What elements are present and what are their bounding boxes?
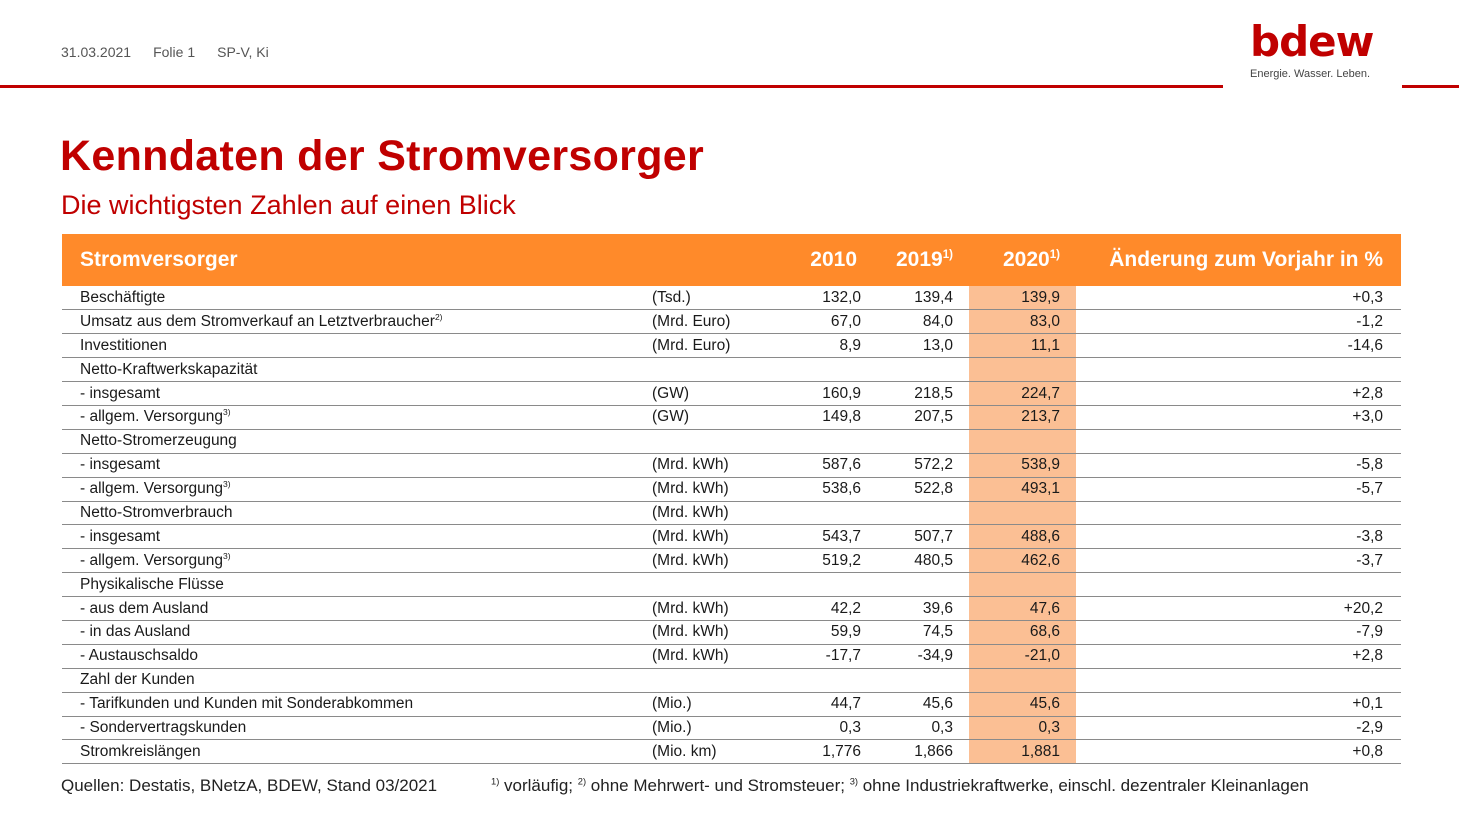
value-2019: -34,9 bbox=[861, 644, 969, 668]
row-footnote: 3) bbox=[223, 478, 231, 489]
value-change: +0,1 bbox=[1076, 692, 1401, 716]
row-label bbox=[62, 668, 649, 692]
row-label bbox=[62, 549, 649, 573]
row-label bbox=[62, 692, 649, 716]
value-2020: 213,7 bbox=[969, 405, 1076, 429]
value-2020: 83,0 bbox=[969, 310, 1076, 334]
value-2019: 45,6 bbox=[861, 692, 969, 716]
value-2019: 1,866 bbox=[861, 740, 969, 764]
value-2019 bbox=[861, 358, 969, 382]
row-unit: (Tsd.) bbox=[649, 286, 786, 310]
footnote-3-mark: 3) bbox=[849, 776, 858, 787]
value-2019: 13,0 bbox=[861, 334, 969, 358]
row-unit: (Mrd. kWh) bbox=[649, 477, 786, 501]
footnote-3-text: ohne Industriekraftwerke, einschl. dezentraler Kleinanlagen bbox=[858, 776, 1309, 795]
value-2010: 519,2 bbox=[786, 549, 861, 573]
row-label-text: - in das Ausland bbox=[80, 623, 191, 641]
row-label bbox=[62, 405, 649, 429]
row-label-text: - allgem. Versorgung bbox=[80, 480, 224, 498]
slide-number: Folie 1 bbox=[153, 44, 196, 60]
value-change: +2,8 bbox=[1076, 382, 1401, 406]
row-unit: (Mrd. kWh) bbox=[649, 549, 786, 573]
value-2020: 1,881 bbox=[969, 740, 1076, 764]
value-2010 bbox=[786, 358, 861, 382]
slide-date: 31.03.2021 bbox=[61, 44, 132, 60]
value-2019: 207,5 bbox=[861, 405, 969, 429]
value-2019: 139,4 bbox=[861, 286, 969, 310]
value-2010 bbox=[786, 501, 861, 525]
row-label-text: - insgesamt bbox=[80, 456, 161, 474]
value-2020: -21,0 bbox=[969, 644, 1076, 668]
row-label bbox=[62, 573, 649, 597]
row-unit: (Mrd. kWh) bbox=[649, 501, 786, 525]
value-change: -2,9 bbox=[1076, 716, 1401, 740]
value-2020: 11,1 bbox=[969, 334, 1076, 358]
value-2010: 538,6 bbox=[786, 477, 861, 501]
footnote-list bbox=[491, 776, 1309, 796]
header-2019 bbox=[861, 234, 969, 286]
table-row bbox=[62, 501, 1401, 525]
kenndaten-table bbox=[62, 234, 1401, 764]
value-2010 bbox=[786, 668, 861, 692]
header-2010: 2010 bbox=[810, 248, 857, 271]
value-2010: 132,0 bbox=[786, 286, 861, 310]
row-label bbox=[62, 525, 649, 549]
value-2010: 587,6 bbox=[786, 453, 861, 477]
row-label bbox=[62, 477, 649, 501]
footnote-2-mark: 2) bbox=[577, 776, 587, 787]
row-label-text: - Austauschsaldo bbox=[80, 647, 199, 665]
value-2020: 493,1 bbox=[969, 477, 1076, 501]
logo-tagline: Energie. Wasser. Leben. bbox=[1250, 68, 1371, 80]
row-footnote: 3) bbox=[223, 550, 231, 561]
value-2010: -17,7 bbox=[786, 644, 861, 668]
value-2019: 39,6 bbox=[861, 597, 969, 621]
row-label-text: Netto-Kraftwerkskapazität bbox=[80, 360, 258, 378]
value-2019 bbox=[861, 573, 969, 597]
value-2019: 507,7 bbox=[861, 525, 969, 549]
value-2019: 218,5 bbox=[861, 382, 969, 406]
row-label bbox=[62, 644, 649, 668]
value-2019: 572,2 bbox=[861, 453, 969, 477]
header-2020-label: 2020 bbox=[1003, 248, 1050, 271]
row-label bbox=[62, 597, 649, 621]
value-2020: 488,6 bbox=[969, 525, 1076, 549]
table-row bbox=[62, 597, 1401, 621]
table-row bbox=[62, 740, 1401, 764]
value-change: -14,6 bbox=[1076, 334, 1401, 358]
row-label-text: Umsatz aus dem Stromverkauf an Letztverbraucher bbox=[80, 312, 435, 330]
row-unit: (Mrd. kWh) bbox=[649, 644, 786, 668]
bdew-logo bbox=[1250, 17, 1380, 80]
value-2020 bbox=[969, 358, 1076, 382]
table-row bbox=[62, 716, 1401, 740]
table-row bbox=[62, 429, 1401, 453]
value-change: +20,2 bbox=[1076, 597, 1401, 621]
table-row bbox=[62, 453, 1401, 477]
value-2010: 8,9 bbox=[786, 334, 861, 358]
value-2020: 538,9 bbox=[969, 453, 1076, 477]
row-label bbox=[62, 310, 649, 334]
value-2020: 139,9 bbox=[969, 286, 1076, 310]
row-label bbox=[62, 429, 649, 453]
value-2020 bbox=[969, 501, 1076, 525]
value-2010: 44,7 bbox=[786, 692, 861, 716]
row-label-text: - allgem. Versorgung bbox=[80, 551, 224, 569]
value-change: +2,8 bbox=[1076, 644, 1401, 668]
table-row bbox=[62, 573, 1401, 597]
value-2020: 0,3 bbox=[969, 716, 1076, 740]
row-footnote: 2) bbox=[434, 311, 443, 322]
row-unit: (Mrd. kWh) bbox=[649, 597, 786, 621]
table-row bbox=[62, 668, 1401, 692]
header-2019-label: 2019 bbox=[896, 248, 943, 271]
table-body bbox=[62, 286, 1401, 764]
sources-text: Quellen: Destatis, BNetzA, BDEW, Stand 03/2021 bbox=[61, 776, 438, 795]
row-label-text: Physikalische Flüsse bbox=[80, 575, 224, 593]
footnote-1-text: vorläufig; bbox=[499, 776, 578, 795]
header-change: Änderung zum Vorjahr in % bbox=[1109, 248, 1383, 271]
footnote-2-text: ohne Mehrwert- und Stromsteuer; bbox=[586, 776, 850, 795]
value-2019 bbox=[861, 501, 969, 525]
table-row bbox=[62, 334, 1401, 358]
value-2019: 84,0 bbox=[861, 310, 969, 334]
row-label-text: Netto-Stromerzeugung bbox=[80, 432, 237, 450]
row-label bbox=[62, 501, 649, 525]
row-unit: (Mio.) bbox=[649, 716, 786, 740]
value-change bbox=[1076, 668, 1401, 692]
header-divider-right bbox=[1402, 85, 1459, 88]
row-unit: (Mio. km) bbox=[649, 740, 786, 764]
row-label bbox=[62, 334, 649, 358]
row-footnote: 3) bbox=[223, 407, 231, 418]
value-change: -1,2 bbox=[1076, 310, 1401, 334]
value-change bbox=[1076, 358, 1401, 382]
value-2020 bbox=[969, 668, 1076, 692]
row-label-text: Zahl der Kunden bbox=[80, 671, 195, 689]
row-label-text: Investitionen bbox=[80, 336, 168, 354]
value-change: -5,8 bbox=[1076, 453, 1401, 477]
row-unit bbox=[649, 358, 786, 382]
value-2020 bbox=[969, 429, 1076, 453]
value-2019: 480,5 bbox=[861, 549, 969, 573]
row-label-text: - Tarifkunden und Kunden mit Sonderabkommen bbox=[80, 695, 414, 713]
value-2019 bbox=[861, 668, 969, 692]
value-change: -7,9 bbox=[1076, 620, 1401, 644]
value-2019: 0,3 bbox=[861, 716, 969, 740]
value-2010 bbox=[786, 573, 861, 597]
table-row bbox=[62, 310, 1401, 334]
value-change bbox=[1076, 429, 1401, 453]
value-2010: 1,776 bbox=[786, 740, 861, 764]
logo-wordmark: bdew bbox=[1250, 17, 1374, 66]
footnote-1-mark: 1) bbox=[491, 776, 500, 787]
value-change: -3,8 bbox=[1076, 525, 1401, 549]
row-unit: (Mio.) bbox=[649, 692, 786, 716]
value-2019 bbox=[861, 429, 969, 453]
header-2020-footnote: 1) bbox=[1049, 249, 1060, 261]
row-unit: (Mrd. Euro) bbox=[649, 310, 786, 334]
value-2010 bbox=[786, 429, 861, 453]
row-label-text: Netto-Stromverbrauch bbox=[80, 503, 233, 521]
row-label bbox=[62, 620, 649, 644]
row-unit bbox=[649, 429, 786, 453]
table-row bbox=[62, 382, 1401, 406]
value-2010: 67,0 bbox=[786, 310, 861, 334]
row-label-text: - insgesamt bbox=[80, 527, 161, 545]
row-label bbox=[62, 286, 649, 310]
row-unit: (GW) bbox=[649, 382, 786, 406]
header-2019-footnote: 1) bbox=[942, 249, 953, 261]
row-unit: (GW) bbox=[649, 405, 786, 429]
row-unit: (Mrd. kWh) bbox=[649, 525, 786, 549]
value-2010: 59,9 bbox=[786, 620, 861, 644]
table-header-row bbox=[62, 234, 1401, 286]
value-2020 bbox=[969, 573, 1076, 597]
row-label bbox=[62, 382, 649, 406]
header-divider-left bbox=[0, 85, 1223, 88]
value-2010: 149,8 bbox=[786, 405, 861, 429]
value-2020: 224,7 bbox=[969, 382, 1076, 406]
value-change bbox=[1076, 573, 1401, 597]
header-2020 bbox=[969, 234, 1076, 286]
value-change bbox=[1076, 501, 1401, 525]
value-2010: 160,9 bbox=[786, 382, 861, 406]
row-label-text: Stromkreislängen bbox=[80, 742, 201, 760]
table-row bbox=[62, 692, 1401, 716]
row-label-text: - insgesamt bbox=[80, 384, 161, 402]
table-row bbox=[62, 620, 1401, 644]
value-2010: 42,2 bbox=[786, 597, 861, 621]
value-2020: 45,6 bbox=[969, 692, 1076, 716]
value-2020: 462,6 bbox=[969, 549, 1076, 573]
row-label bbox=[62, 740, 649, 764]
table-row bbox=[62, 477, 1401, 501]
footnotes bbox=[61, 776, 1406, 796]
value-change: -5,7 bbox=[1076, 477, 1401, 501]
row-unit bbox=[649, 668, 786, 692]
value-2020: 47,6 bbox=[969, 597, 1076, 621]
row-label-text: - allgem. Versorgung bbox=[80, 408, 224, 426]
row-label-text: - Sondervertragskunden bbox=[80, 718, 247, 736]
row-unit: (Mrd. Euro) bbox=[649, 334, 786, 358]
value-change: +0,8 bbox=[1076, 740, 1401, 764]
table-row bbox=[62, 525, 1401, 549]
table-row bbox=[62, 644, 1401, 668]
value-2020: 68,6 bbox=[969, 620, 1076, 644]
row-label-text: Beschäftigte bbox=[80, 288, 166, 306]
value-change: +3,0 bbox=[1076, 405, 1401, 429]
header-stromversorger: Stromversorger bbox=[80, 248, 238, 271]
page-subtitle: Die wichtigsten Zahlen auf einen Blick bbox=[61, 190, 516, 220]
row-unit: (Mrd. kWh) bbox=[649, 453, 786, 477]
value-2019: 522,8 bbox=[861, 477, 969, 501]
value-2019: 74,5 bbox=[861, 620, 969, 644]
row-label bbox=[62, 358, 649, 382]
table-row bbox=[62, 286, 1401, 310]
slide-meta bbox=[61, 44, 269, 60]
row-unit: (Mrd. kWh) bbox=[649, 620, 786, 644]
value-2010: 0,3 bbox=[786, 716, 861, 740]
value-2010: 543,7 bbox=[786, 525, 861, 549]
slide-department: SP-V, Ki bbox=[217, 44, 269, 60]
row-label-text: - aus dem Ausland bbox=[80, 599, 209, 617]
value-change: -3,7 bbox=[1076, 549, 1401, 573]
page-title: Kenndaten der Stromversorger bbox=[60, 132, 705, 180]
row-label bbox=[62, 716, 649, 740]
row-label bbox=[62, 453, 649, 477]
table-row bbox=[62, 405, 1401, 429]
table-row bbox=[62, 358, 1401, 382]
table-row bbox=[62, 549, 1401, 573]
row-unit bbox=[649, 573, 786, 597]
value-change: +0,3 bbox=[1076, 286, 1401, 310]
